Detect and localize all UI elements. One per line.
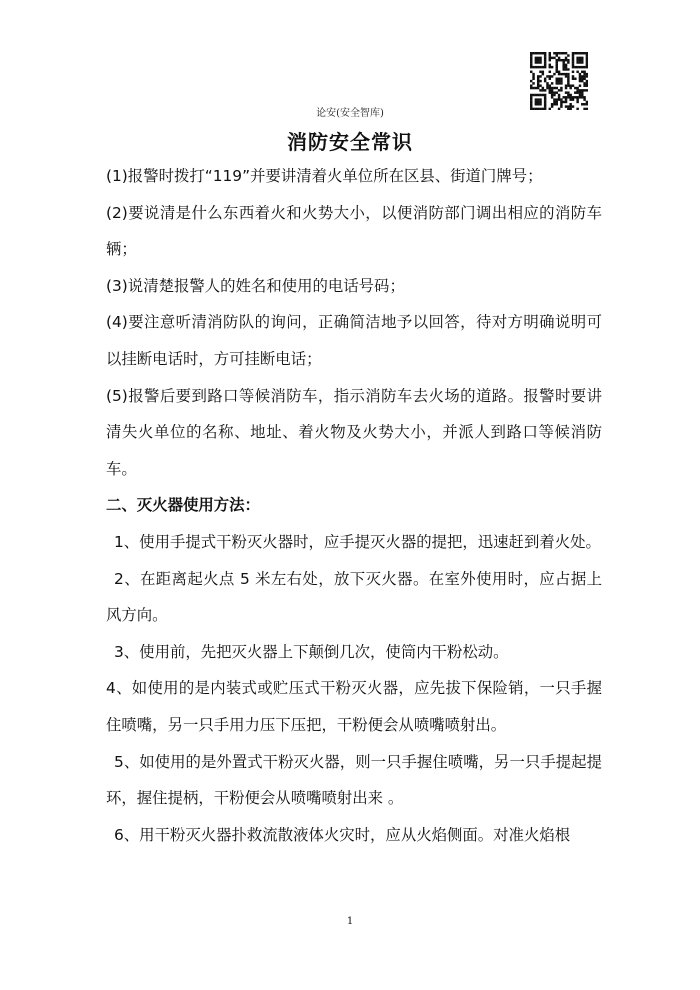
document-title: 消防安全常识 bbox=[287, 130, 413, 154]
document-body bbox=[106, 158, 602, 853]
qr-code bbox=[530, 52, 588, 110]
step-item: 4、如使用的是内装式或贮压式干粉灭火器，应先拔下保险销，一只手握住喷嘴，另一只手用力压下压把，干粉便会从喷嘴喷射出。 bbox=[106, 679, 602, 734]
section-heading: 二、灭火器使用方法： bbox=[106, 496, 260, 515]
page-header: 论安(安全智库) bbox=[316, 108, 384, 119]
step-item: 1、使用手提式干粉灭火器时，应手提灭火器的提把，迅速赶到着火处。 bbox=[114, 532, 601, 551]
step-item: 3、使用前，先把灭火器上下颠倒几次，使筒内干粉松动。 bbox=[114, 642, 509, 661]
paragraph: (3)说清楚报警人的姓名和使用的电话号码； bbox=[106, 276, 405, 295]
page-number: 1 bbox=[346, 916, 354, 927]
paragraph: (5)报警后要到路口等候消防车，指示消防车去火场的道路。报警时要讲清失火单位的名称、地址、着火物及火势大小，并派人到路口等候消防车。 bbox=[106, 386, 602, 478]
step-item: 2、在距离起火点 5 米左右处，放下灭火器。在室外使用时，应占据上风方向。 bbox=[106, 569, 602, 625]
paragraph: (2)要说清是什么东西着火和火势大小，以便消防部门调出相应的消防车辆； bbox=[106, 203, 602, 259]
step-item: 6、用干粉灭火器扑救流散液体火灾时，应从火焰侧面。对准火焰根 bbox=[114, 825, 571, 844]
paragraph: (1)报警时拨打“119”并要讲清着火单位所在区县、街道门牌号； bbox=[106, 167, 543, 185]
step-item: 5、如使用的是外置式干粉灭火器，则一只手握住喷嘴，另一只手提起提环，握住提柄，干粉便会从喷嘴喷射出来 。 bbox=[106, 752, 602, 808]
paragraph: (4)要注意听清消防队的询问，正确简洁地予以回答，待对方明确说明可以挂断电话时，方可挂断电话； bbox=[106, 313, 602, 368]
